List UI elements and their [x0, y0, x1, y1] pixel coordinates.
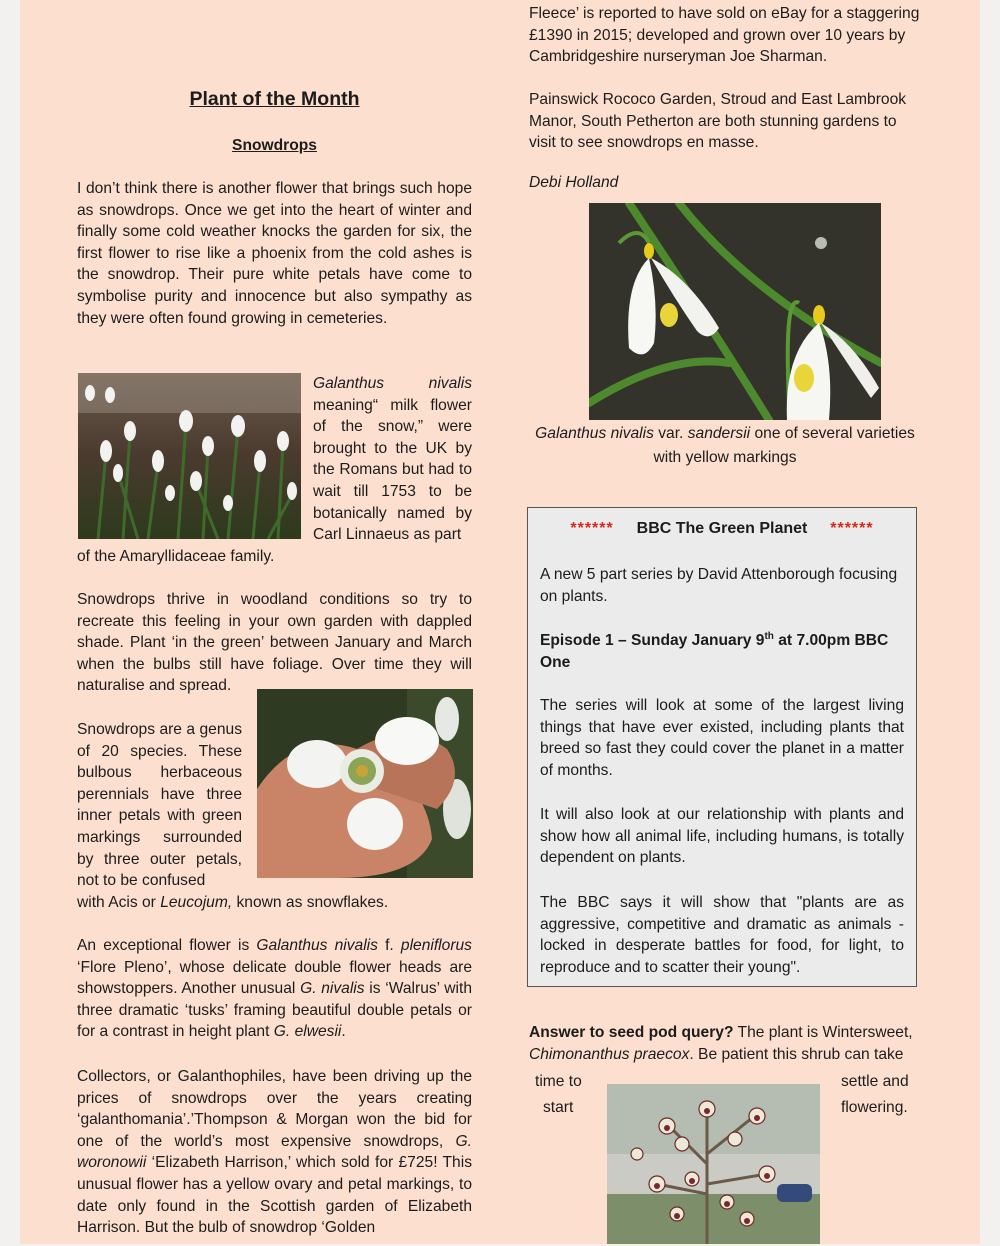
caption-name-2: sandersii — [687, 425, 751, 442]
box-paragraph-3: It will also look at our relationship with plants and show how all animal life, including humans, is totally dependent on plants. — [540, 806, 904, 867]
snowdrop-clump-photo — [78, 373, 301, 539]
article-subtitle: Snowdrops — [232, 137, 317, 154]
flowering-label: flowering. — [841, 1099, 908, 1116]
genus-paragraph: Snowdrops are a genus of 20 species. These bulbous herbaceous perennials have three inner petals with green markings surrounded by three outer petals, not to be confused — [77, 721, 242, 890]
exceptional-paragraph — [77, 935, 472, 1043]
galanthus-paragraph-tail: of the Amaryllidaceae family. — [77, 548, 275, 565]
exceptional-text-c: ‘Flore Pleno’, whose delicate double flower heads are showstoppers. Another unusual — [77, 958, 472, 998]
woodland-paragraph: Snowdrops thrive in woodland conditions so try to recreate this feeling in your own garden with dappled shade. Plant ‘in the green’ between January and March when the bulbs still have foliage. Over time they will naturalise and spread. — [77, 591, 472, 695]
exceptional-text-e: . — [341, 1023, 346, 1041]
answer-paragraph — [529, 1022, 921, 1065]
time-to-label: time to — [535, 1073, 582, 1090]
author-name — [529, 172, 921, 194]
genus-tail-end: known as snowflakes. — [232, 894, 389, 911]
wintersweet-photo — [607, 1084, 820, 1244]
box-paragraph-2: The series will look at some of the largest living things that have ever existed, including plants that breed so fast they could cover the planet in a matter of months. — [540, 697, 904, 779]
galanthus-paragraph-text: meaning“ milk flower of the snow,” were brought to the UK by the Romans but had to wait till 1753 to be botanically named by Carl Linnaeus as part — [313, 396, 472, 544]
episode-text-b: at 7.00pm BBC One — [540, 632, 889, 671]
exceptional-name-2: pleniflorus — [400, 937, 472, 954]
exceptional-text-b: f. — [377, 937, 401, 954]
collectors-text-b: ‘Elizabeth Harrison,’ which sold for £725! This unusual flower has a yellow ovary and petal markings, to date only found in the Scottish garden of Elizabeth Harrison. But the bulb of snowdrop ‘Golden — [77, 1154, 472, 1237]
galanthus-name: Galanthus nivalis — [313, 375, 472, 392]
article-title: Plant of the Month — [189, 88, 360, 110]
answer-text-c: . Be patient this shrub can take — [689, 1045, 904, 1063]
settle-and-label: settle and — [841, 1073, 909, 1090]
intro-paragraph: I don’t think there is another flower that brings such hope as snowdrops. Once we get into the heart of winter and finally some cold weather knocks the garden for six, the first flower to rise like a phoenix from the cold ashes is the snowdrop. Their pure white petals have come to symbolise purity and innocence but also sympathy as they were often found growing in cemeteries. — [77, 180, 472, 327]
answer-bold: Answer to seed pod query? — [529, 1024, 734, 1041]
collectors-text-a: Collectors, or Galanthophiles, have been driving up the prices of snowdrops over the years creating ‘galanthomania’.’Thompson & Morgan won the bid for one of the world’s most expensive snowdrops, — [77, 1068, 472, 1150]
stars-left: ****** — [570, 520, 614, 537]
box-intro: A new 5 part series by David Attenborough focusing on plants. — [540, 566, 898, 605]
box-heading-row — [540, 518, 904, 540]
caption-text-b: one of several varieties with yellow markings — [653, 425, 915, 466]
episode-sup: th — [764, 630, 774, 642]
exceptional-text-a: An exceptional flower is — [77, 937, 257, 954]
caption-text-a: var. — [653, 425, 688, 442]
exceptional-text-d: is ‘Walrus’ with three dramatic ‘tusks’ framing beautiful double petals or for a contrast in height plant — [77, 980, 472, 1041]
woronowii-name: G. woronowii — [77, 1132, 472, 1172]
galanthus-paragraph — [313, 373, 472, 546]
leucojum-name: Leucojum, — [160, 894, 233, 911]
exceptional-name-4: G. elwesii — [273, 1023, 342, 1041]
answer-text-a: The plant is Wintersweet, — [733, 1024, 913, 1041]
fleece-paragraph: Fleece’ is reported to have sold on eBay for a staggering £1390 in 2015; developed and grown over 10 years by Cambridgeshire nurseryman Joe Sharman. — [529, 5, 920, 66]
gardens-paragraph: Painswick Rococo Garden, Stroud and East Lambrook Manor, South Petherton are both stunning gardens to visit to see snowdrops en masse. — [529, 91, 907, 152]
newsletter-page — [20, 0, 980, 1244]
exceptional-name-1: Galanthus nivalis — [256, 937, 378, 954]
genus-tail-text: with Acis or — [77, 894, 161, 911]
yellow-snowdrops-photo — [589, 203, 881, 420]
start-label: start — [543, 1099, 574, 1116]
episode-text-a: Episode 1 – Sunday January 9 — [540, 632, 765, 649]
genus-paragraph-tail — [77, 892, 472, 914]
stars-right: ****** — [830, 520, 874, 537]
collectors-paragraph — [77, 1066, 472, 1239]
snowdrop-in-hand-photo — [257, 689, 473, 878]
box-paragraph-4: The BBC says it will show that "plants are as aggressive, competitive and dramatic as animals - locked in desperate battles for food, for light, to reproduce and to scatter their young". — [540, 894, 904, 976]
bbc-green-planet-box — [527, 507, 917, 987]
episode-line — [540, 630, 904, 673]
wintersweet-name: Chimonanthus praecox — [529, 1045, 690, 1063]
caption-name-1: Galanthus nivalis — [535, 425, 654, 442]
photo-caption — [529, 422, 921, 470]
exceptional-name-3: G. nivalis — [300, 980, 365, 998]
box-heading: BBC The Green Planet — [636, 520, 808, 537]
author-text: Debi Holland — [529, 174, 619, 191]
